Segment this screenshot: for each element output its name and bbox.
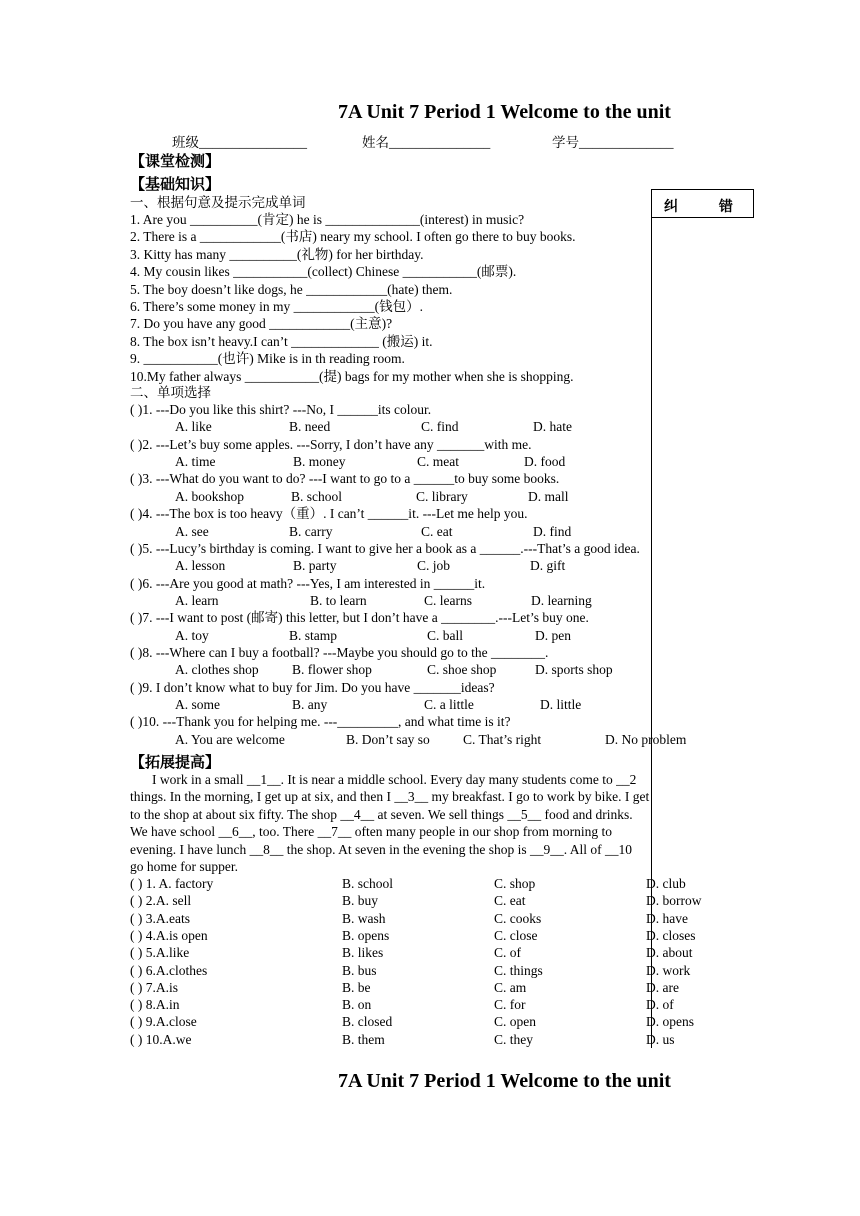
cloze-option-d[interactable]: D. us <box>646 1031 675 1047</box>
cloze-question-option-a[interactable]: ( ) 3.A.eats <box>130 910 190 926</box>
class-field[interactable]: 班级________________ <box>172 135 307 150</box>
mc-option[interactable]: D. pen <box>535 627 571 643</box>
mc-question: ( )3. ---What do you want to do? ---I want to go to a ______to buy some books. <box>130 471 560 487</box>
mc-option[interactable]: A. bookshop <box>175 488 245 504</box>
mc-option[interactable]: C. a little <box>424 697 474 712</box>
fill-in-item[interactable]: 1. Are you __________(肯定) he is ______________(interest) in music? <box>130 212 525 227</box>
cloze-option-b[interactable]: B. closed <box>342 1014 393 1030</box>
mc-option[interactable]: C. learns <box>424 592 472 608</box>
passage-line: things. In the morning, I get up at six, and then I __3__ my breakfast. I go to work by bike. I get <box>130 789 650 805</box>
name-field[interactable]: 姓名_______________ <box>362 135 491 150</box>
mc-option[interactable]: A. see <box>175 523 209 539</box>
cloze-option-b[interactable]: B. them <box>342 1031 385 1047</box>
mc-option[interactable]: B. need <box>289 419 331 435</box>
fill-in-item[interactable]: 3. Kitty has many __________(礼物) for her birthday. <box>130 246 424 262</box>
cloze-option-d[interactable]: D. are <box>646 979 679 995</box>
cloze-question-option-a[interactable]: ( ) 6.A.clothes <box>130 962 208 978</box>
mc-option[interactable]: B. carry <box>289 523 333 539</box>
mc-question: ( )10. ---Thank you for helping me. ---_________, and what time is it? <box>130 714 511 730</box>
cloze-option-c[interactable]: C. open <box>494 1014 536 1030</box>
cloze-option-b[interactable]: B. likes <box>342 945 384 961</box>
cloze-question-option-a[interactable]: ( ) 9.A.close <box>130 1014 197 1030</box>
mc-option[interactable]: B. party <box>293 558 337 574</box>
cloze-option-c[interactable]: C. am <box>494 979 527 995</box>
fill-in-item[interactable]: 9. ___________(也许) Mike is in th reading room. <box>130 351 405 367</box>
fill-in-item[interactable]: 10.My father always ___________(提) bags for my mother when she is shopping. <box>130 368 574 384</box>
section-extension: 【拓展提高】 <box>130 753 221 771</box>
fill-in-item[interactable]: 4. My cousin likes ___________(collect) Chinese ___________(邮票). <box>130 264 517 280</box>
cloze-option-b[interactable]: B. school <box>342 876 394 891</box>
cloze-question-option-a[interactable]: ( ) 1. A. factory <box>130 876 214 891</box>
fill-in-item[interactable]: 8. The box isn’t heavy.I can’t _____________ (搬运) it. <box>130 333 433 349</box>
cloze-option-d[interactable]: D. of <box>646 997 674 1013</box>
mc-option[interactable]: A. toy <box>175 627 209 643</box>
passage-line: I work in a small __1__. It is near a middle school. Every day many students come to __2 <box>152 772 637 787</box>
mc-option[interactable]: C. ball <box>427 627 463 643</box>
passage-line: evening. I have lunch __8__ the shop. At seven in the evening the shop is __9__. All of __10 <box>130 841 633 857</box>
cloze-question-option-a[interactable]: ( ) 10.A.we <box>130 1031 192 1047</box>
cloze-option-d[interactable]: D. about <box>646 945 693 961</box>
section-classroom-test: 【课堂检测】 <box>130 152 221 170</box>
mc-question: ( )5. ---Lucy’s birthday is coming. I want to give her a book as a ______.---That’s a good idea. <box>130 540 640 556</box>
cloze-option-b[interactable]: B. wash <box>342 910 386 926</box>
mc-option[interactable]: A. some <box>175 697 220 712</box>
mc-option[interactable]: C. meat <box>417 454 459 470</box>
passage-line: go home for supper. <box>130 859 238 874</box>
mc-option[interactable]: B. flower shop <box>292 662 372 678</box>
mc-option[interactable]: C. eat <box>421 523 453 539</box>
mc-option[interactable]: D. sports shop <box>535 662 613 678</box>
mc-option[interactable]: A. clothes shop <box>175 662 259 678</box>
mc-option[interactable]: B. any <box>292 697 328 712</box>
cloze-option-c[interactable]: C. shop <box>494 876 536 891</box>
cloze-question-option-a[interactable]: ( ) 7.A.is <box>130 979 178 995</box>
mc-option[interactable]: B. money <box>293 454 346 470</box>
cloze-option-d[interactable]: D. work <box>646 962 691 978</box>
mc-option[interactable]: C. job <box>417 558 451 574</box>
mc-option[interactable]: C. shoe shop <box>427 662 497 678</box>
mc-question: ( )4. ---The box is too heavy（重）. I can’t ______it. ---Let me help you. <box>130 506 528 522</box>
cloze-option-c[interactable]: C. eat <box>494 893 526 909</box>
mc-question: ( )7. ---I want to post (邮寄) this letter, but I don’t have a ________.---Let’s buy one. <box>130 610 589 626</box>
mc-option[interactable]: B. stamp <box>289 627 338 643</box>
mc-question: ( )6. ---Are you good at math? ---Yes, I am interested in ______it. <box>130 575 486 591</box>
mc-option[interactable]: B. to learn <box>310 592 367 608</box>
part1-heading: 一、根据句意及提示完成单词 <box>130 195 306 210</box>
mc-option[interactable]: A. You are welcome <box>175 731 285 747</box>
passage-line: to the shop at about six fifty. The shop __4__ at seven. We sell things __5__ food and drinks. <box>130 806 633 822</box>
cloze-option-b[interactable]: B. opens <box>342 927 390 943</box>
cloze-option-c[interactable]: C. things <box>494 962 543 978</box>
mc-option[interactable]: D. food <box>524 454 566 470</box>
mc-option[interactable]: D. hate <box>533 419 572 435</box>
passage-line: We have school __6__, too. There __7__ often many people in our shop from morning to <box>130 824 612 840</box>
cloze-question-option-a[interactable]: ( ) 2.A. sell <box>130 893 192 909</box>
mc-option[interactable]: C. That’s right <box>463 731 542 747</box>
mc-option[interactable]: A. like <box>175 419 212 435</box>
cloze-option-d[interactable]: D. borrow <box>646 893 702 909</box>
cloze-option-c[interactable]: C. for <box>494 997 526 1013</box>
cloze-question-option-a[interactable]: ( ) 8.A.in <box>130 997 180 1013</box>
mc-question: ( )1. ---Do you like this shirt? ---No, I ______its colour. <box>130 402 432 417</box>
correction-label: 纠 错 <box>664 199 751 215</box>
mc-option[interactable]: B. Don’t say so <box>346 731 430 747</box>
mc-question: ( )8. ---Where can I buy a football? ---Maybe you should go to the ________. <box>130 644 549 660</box>
mc-option[interactable]: D. No problem <box>605 731 687 747</box>
mc-question: ( )9. I don’t know what to buy for Jim. Do you have _______ideas? <box>130 679 495 695</box>
mc-option[interactable]: D. learning <box>531 592 592 608</box>
mc-option[interactable]: B. school <box>291 488 343 504</box>
mc-option[interactable]: A. learn <box>175 592 219 608</box>
cloze-option-c[interactable]: C. of <box>494 945 521 961</box>
cloze-option-d[interactable]: D. closes <box>646 927 696 943</box>
fill-in-item[interactable]: 7. Do you have any good ____________(主意)? <box>130 316 393 332</box>
mc-option[interactable]: D. little <box>540 697 582 712</box>
mc-question: ( )2. ---Let’s buy some apples. ---Sorry, I don’t have any _______with me. <box>130 436 532 452</box>
correction-box <box>651 189 754 218</box>
fill-in-item[interactable]: 6. There’s some money in my ____________(钱包）. <box>130 299 423 314</box>
cloze-option-d[interactable]: D. opens <box>646 1014 694 1030</box>
mc-option[interactable]: D. find <box>533 523 572 539</box>
cloze-option-c[interactable]: C. cooks <box>494 910 542 926</box>
mc-option[interactable]: A. time <box>175 454 216 470</box>
cloze-option-b[interactable]: B. buy <box>342 893 379 909</box>
student-id-field[interactable]: 学号______________ <box>552 135 674 150</box>
mc-option[interactable]: D. gift <box>530 558 566 574</box>
cloze-question-option-a[interactable]: ( ) 5.A.like <box>130 945 190 961</box>
cloze-option-d[interactable]: D. have <box>646 910 688 926</box>
fill-in-item[interactable]: 2. There is a ____________(书店) neary my school. I often go there to buy books. <box>130 229 576 245</box>
cloze-option-b[interactable]: B. bus <box>342 962 377 978</box>
mc-option[interactable]: A. lesson <box>175 558 226 574</box>
mc-option[interactable]: D. mall <box>528 488 569 504</box>
fill-in-item[interactable]: 5. The boy doesn’t like dogs, he ____________(hate) them. <box>130 281 453 297</box>
cloze-option-c[interactable]: C. close <box>494 927 538 943</box>
cloze-option-b[interactable]: B. be <box>342 979 371 995</box>
cloze-option-c[interactable]: C. they <box>494 1031 533 1047</box>
cloze-question-option-a[interactable]: ( ) 4.A.is open <box>130 927 208 943</box>
footer-title: 7A Unit 7 Period 1 Welcome to the unit <box>338 1070 671 1092</box>
section-basic-knowledge: 【基础知识】 <box>130 175 221 193</box>
mc-option[interactable]: C. find <box>421 419 459 435</box>
cloze-option-b[interactable]: B. on <box>342 997 372 1013</box>
mc-option[interactable]: C. library <box>416 488 468 504</box>
part2-heading: 二、单项选择 <box>130 385 211 400</box>
page-title: 7A Unit 7 Period 1 Welcome to the unit <box>338 101 671 123</box>
cloze-option-d[interactable]: D. club <box>646 876 686 891</box>
